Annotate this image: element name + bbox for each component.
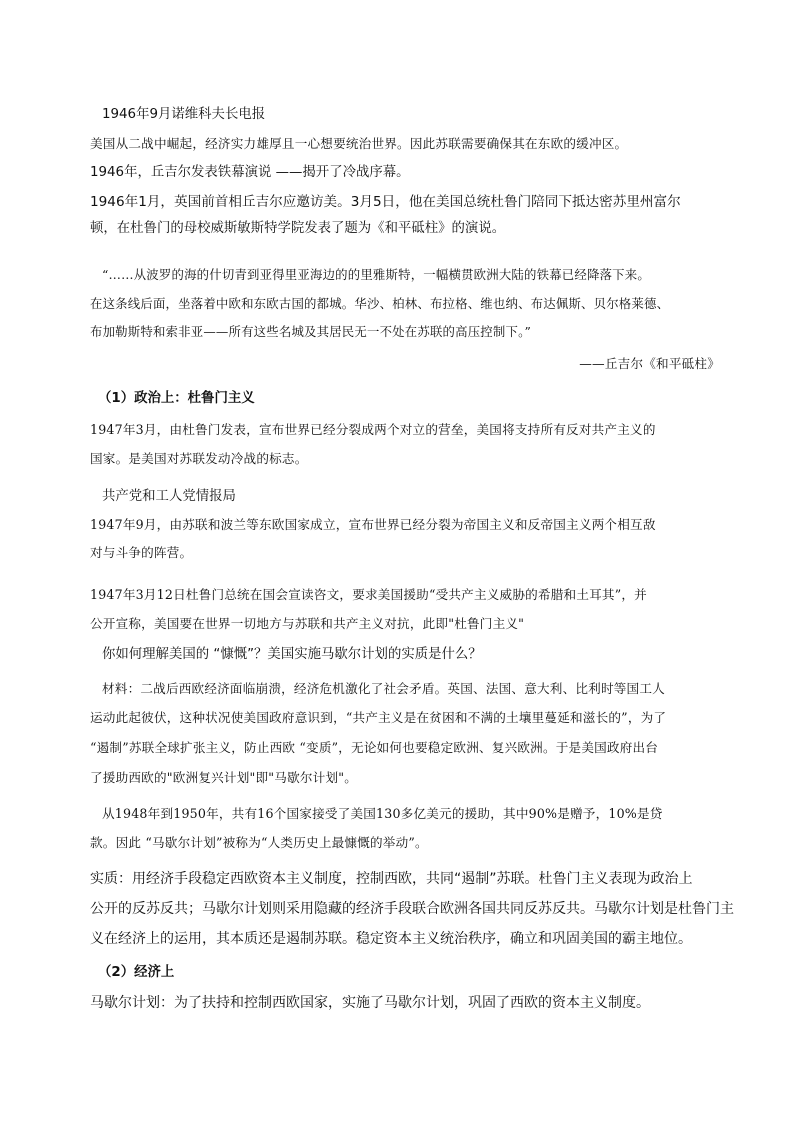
text-line: 1947年3月，由杜鲁门发表，宣布世界已经分裂成两个对立的营垒，美国将支持所有反对共产主义的 — [90, 422, 656, 437]
text-line: 公开宣称，美国要在世界一切地方与苏联和共产主义对抗，此即"杜鲁门主义" — [90, 616, 525, 631]
material-line: 款。因此 “马歇尔计划”被称为“人类历史上最慷慨的举动”。 — [90, 835, 428, 850]
text-line: 1947年9月，由苏联和波兰等东欧国家成立，宣布世界已经分裂为帝国主义和反帝国主义两个相互敌 — [90, 517, 656, 532]
quote-line: 布加勒斯特和索非亚——所有这些名城及其居民无一不处在苏联的高压控制下。” — [90, 324, 532, 339]
section-heading-economy: （2）经济上 — [98, 965, 175, 980]
text-line: 国家。是美国对苏联发动冷战的标志。 — [90, 451, 308, 466]
text-line: 1946年1月，英国前首相丘吉尔应邀访美。3月5日，他在美国总统杜鲁门陪同下抵达密苏里州富尔 — [90, 194, 681, 210]
marshall-plan-line: 马歇尔计划：为了扶持和控制西欧国家，实施了马歇尔计划，巩固了西欧的资本主义制度。 — [90, 995, 650, 1011]
text-line: 1947年3月12日杜鲁门总统在国会宣读咨文，要求美国援助“受共产主义威胁的希腊和土耳其”，并 — [90, 587, 647, 602]
material-line: 了援助西欧的"欧洲复兴计划"即"马歇尔计划"。 — [90, 770, 358, 785]
essence-line: 实质：用经济手段稳定西欧资本主义制度，控制西欧，共同“遏制”苏联。杜鲁门主义表现为政治上 — [90, 871, 693, 887]
material-line: 运动此起彼伏，这种状况使美国政府意识到，“共产主义是在贫困和不满的土壤里蔓延和滋长的”，为了 — [90, 710, 667, 725]
material-line: 从1948年到1950年，共有16个国家接受了美国130多亿美元的援助，其中90%是赠予，10%是贷 — [102, 806, 663, 821]
question-line: 你如何理解美国的 “慷慨”？美国实施马歇尔计划的实质是什么？ — [102, 647, 482, 662]
text-line: 顿，在杜鲁门的母校威斯敏斯特学院发表了题为《和平砥柱》的演说。 — [90, 221, 506, 236]
heading-iron-curtain: 1946年，丘吉尔发表铁幕演说 ——揭开了冷战序幕。 — [90, 165, 410, 180]
material-line: “遏制”苏联全球扩张主义，防止西欧 “变质”，无论如何也要稳定欧洲、复兴欧洲。于是美国政府出台 — [90, 740, 659, 755]
quote-attribution: ——丘吉尔《和平砥柱》 — [579, 356, 720, 371]
heading-cominform: 共产党和工人党情报局 — [102, 489, 236, 504]
quote-line: 在这条线后面，坐落着中欧和东欧古国的都城。华沙、柏林、布拉格、维也纳、布达佩斯、贝尔格莱德、 — [90, 296, 670, 311]
quote-line: “……从波罗的海的什切青到亚得里亚海边的的里雅斯特，一幅横贯欧洲大陆的铁幕已经降落下来。 — [102, 267, 650, 282]
text-line: 美国从二战中崛起，经济实力雄厚且一心想要统治世界。因此苏联需要确保其在东欧的缓冲区。 — [90, 136, 628, 151]
heading-telegram: 1946年9月诺维科夫长电报 — [102, 107, 266, 122]
section-heading-politics: （1）政治上：杜鲁门主义 — [98, 391, 255, 406]
essence-line: 公开的反苏反共；马歇尔计划则采用隐藏的经济手段联合欧洲各国共同反苏反共。马歇尔计划是杜鲁门主 — [90, 901, 734, 917]
essence-line: 义在经济上的运用，其本质还是遏制苏联。稳定资本主义统治秩序，确立和巩固美国的霸主地位。 — [90, 931, 692, 947]
text-line: 对与斗争的阵营。 — [90, 545, 193, 560]
material-line: 材料：二战后西欧经济面临崩溃，经济危机激化了社会矛盾。英国、法国、意大利、比利时等国工人 — [102, 681, 665, 696]
